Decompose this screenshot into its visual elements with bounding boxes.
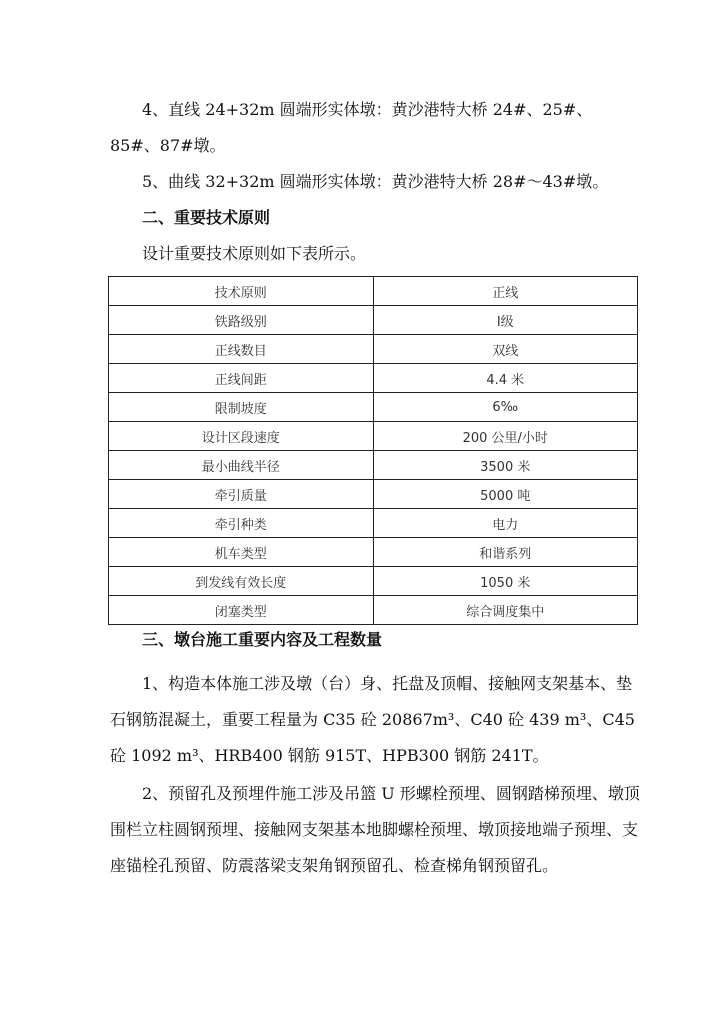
table-cell-label: 牵引质量 — [109, 480, 374, 509]
table-cell-label: 正线数目 — [109, 335, 374, 364]
table-row — [109, 451, 638, 480]
table-cell-value: Ⅰ级 — [373, 306, 638, 335]
table-cell-value: 综合调度集中 — [373, 596, 638, 625]
table-cell-value: 双线 — [373, 335, 638, 364]
table-row — [109, 596, 638, 625]
table-cell-value: 和谐系列 — [373, 538, 638, 567]
table-row — [109, 480, 638, 509]
table-cell-label: 机车类型 — [109, 538, 374, 567]
table-row — [109, 364, 638, 393]
paragraph-item-5: 5、曲线 32+32m 圆端形实体墩：黄沙港特大桥 28#～43#墩。 — [142, 172, 609, 191]
table-cell-value: 电力 — [373, 509, 638, 538]
table-cell-label: 牵引种类 — [109, 509, 374, 538]
table-cell-label: 到发线有效长度 — [109, 567, 374, 596]
quantity-paragraph-1: 1、构造本体施工涉及墩（台）身、托盘及顶帽、接触网支架基本、垫石钢筋混凝土，重要工程量为 C35 砼 20867m³、C40 砼 439 m³、C45 砼 1092 m³、HRB400 钢筋 915T、HPB300 钢筋 241T。 — [110, 674, 635, 765]
table-cell-label: 闭塞类型 — [109, 596, 374, 625]
paragraph-item-4: 4、直线 24+32m 圆端形实体墩：黄沙港特大桥 24#、25#、85#、87#墩。 — [110, 100, 593, 155]
table-cell-label: 铁路级别 — [109, 306, 374, 335]
section-heading-2: 二、重要技术原则 — [142, 208, 271, 227]
table-cell-label: 设计区段速度 — [109, 422, 374, 451]
table-cell-label: 限制坡度 — [109, 393, 374, 422]
table-row — [109, 422, 638, 451]
table-cell-value: 正线 — [373, 277, 638, 306]
table-row — [109, 335, 638, 364]
table-row — [109, 567, 638, 596]
table-row — [109, 538, 638, 567]
table-cell-value: 5000 吨 — [373, 480, 638, 509]
table-cell-label: 正线间距 — [109, 364, 374, 393]
section-heading-3: 三、墩台施工重要内容及工程数量 — [142, 630, 383, 649]
table-row — [109, 393, 638, 422]
table-cell-value: 200 公里/小时 — [373, 422, 638, 451]
table-cell-value: 3500 米 — [373, 451, 638, 480]
table-cell-label: 技术原则 — [109, 277, 374, 306]
quantity-paragraph-2: 2、预留孔及预埋件施工涉及吊篮 U 形螺栓预埋、圆钢踏梯预埋、墩顶围栏立柱圆钢预埋、接触网支架基本地脚螺栓预埋、墩顶接地端子预埋、支座锚栓孔预留、防震落梁支架角钢预留孔、检查梯角钢预留孔。 — [110, 784, 640, 875]
table-intro: 设计重要技术原则如下表所示。 — [142, 244, 367, 263]
table-row — [109, 509, 638, 538]
table-cell-value: 6‰ — [373, 393, 638, 422]
table-row — [109, 277, 638, 306]
table-cell-value: 1050 米 — [373, 567, 638, 596]
table-cell-label: 最小曲线半径 — [109, 451, 374, 480]
table-row — [109, 306, 638, 335]
tech-principles-table — [108, 276, 638, 625]
table-cell-value: 4.4 米 — [373, 364, 638, 393]
